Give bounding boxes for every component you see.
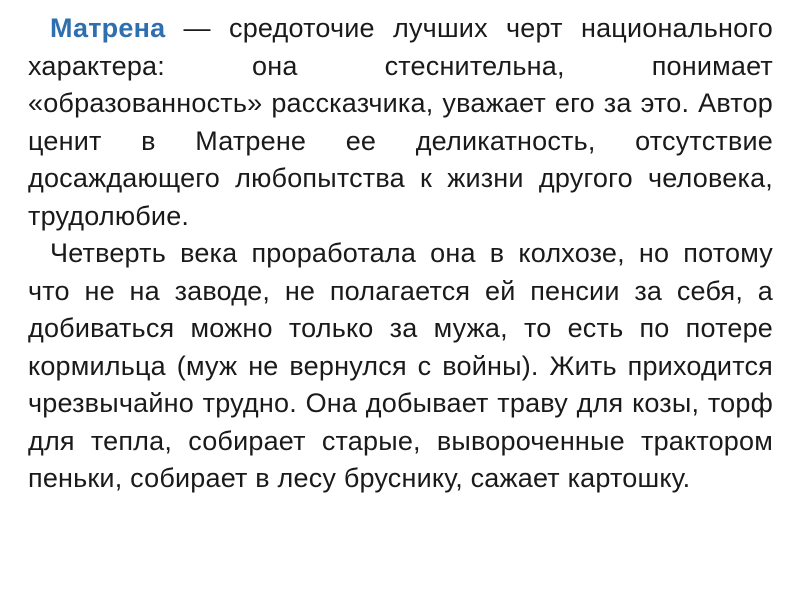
paragraph-2 (28, 235, 773, 498)
text-block (28, 10, 773, 498)
highlighted-name: Матрена (50, 13, 166, 43)
paragraph-1 (28, 10, 773, 235)
paragraph-1-text: — средоточие лучших черт национального характера: она стеснительна, понимает «образованность» рассказчика, уважает его за это. Автор ценит в Матрене ее деликатность, отсутствие досаждающего любопытства к жизни другого человека, трудолюбие. (28, 13, 773, 231)
paragraph-2-text: Четверть века проработала она в колхозе, но потому что не на заводе, не полагается ей пенсии за себя, а добиваться можно только за мужа, то есть по потере кормильца (муж не вернулся с войны). Жить приходится чрезвычайно трудно. Она добывает траву для козы, торф для тепла, собирает старые, вывороченные трактором пеньки, собирает в лесу бруснику, сажает картошку. (28, 238, 773, 493)
